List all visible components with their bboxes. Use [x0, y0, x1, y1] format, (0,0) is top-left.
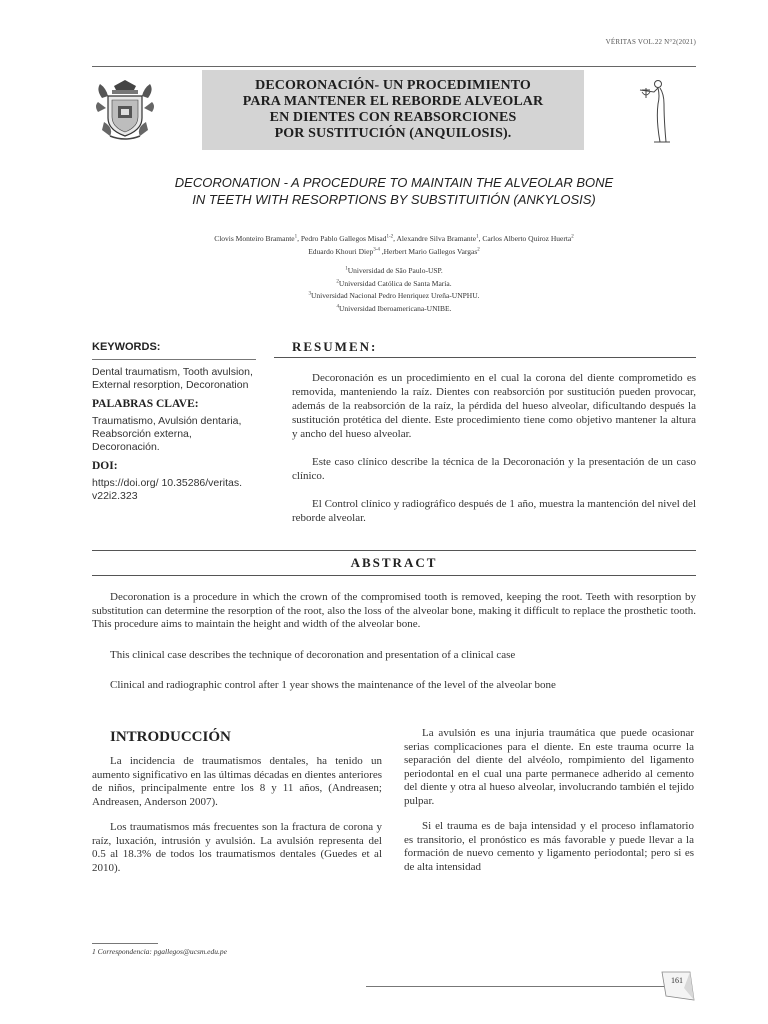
author-name: Carlos Alberto Quiroz Huerta — [482, 234, 572, 243]
author-list — [92, 232, 696, 258]
affiliation-list — [92, 265, 696, 315]
author-name: Eduardo Khouri Diep — [308, 247, 374, 256]
body-paragraph: Los traumatismos más frecuentes son la fractura de corona y raíz, luxación, intrusión y avulsión. La avulsión representa del 0.5 al 18.3% de todos los traumatismos dentales (Guedes et al 2010). — [92, 821, 382, 874]
footnote-rule — [92, 943, 158, 944]
author-name: Pedro Pablo Gallegos Misad — [300, 234, 387, 243]
author-line-2: Eduardo Khouri Diep$^{3-4}$ ,Herbert Mario Gallegos Vargas$^2$ — [308, 247, 480, 256]
article-title-english: DECORONATION - A PROCEDURE TO MAINTAIN THE ALVEOLAR BONE IN TEETH WITH RESORPTIONS BY SUBSTITUITIÓN (ANKYLOSIS) — [174, 175, 614, 207]
doi-heading: DOI: — [92, 460, 118, 472]
sidebar — [92, 366, 262, 503]
resumen-paragraph: Decoronación es un procedimiento en el cual la corona del diente comprometido es removida, manteniendo la raíz. Dientes con reabsorción por sustitución pueden provocar, además de la reabsorción de la raíz, la pérdida del hueso alveolar, dificultando después la sustitución protética del diente. Este procedimiento tiene como objetivo mantener la altura y ancho del hueso alveolar. — [292, 372, 696, 440]
author-line-1: Clovis Monteiro Bramante$^1$, Pedro Pablo Gallegos Misad$^{1-2}$, Alexandre Silva Bramante$^1$, Carlos Alberto Quiroz Huerta$^2$ — [214, 234, 574, 243]
affiliation: $^1$Universidad de São Paulo-USP. — [345, 266, 443, 275]
affiliation: $^3$Universidad Nacional Pedro Henriquez Ureña-UNPHU. — [308, 291, 480, 300]
abstract-paragraph: Decoronation is a procedure in which the crown of the compromised tooth is removed, keeping the root. Teeth with resorption by substitution can determine the resorption of the root, also the loss of the alveolar bone, making it difficult to replace the prosthetic tooth. This procedure aims to maintain the height and width of the alveolar bone. — [92, 591, 696, 630]
page-number-badge — [660, 966, 696, 1002]
resumen-body — [292, 371, 696, 539]
abstract-heading: ABSTRACT — [350, 555, 438, 570]
doi-link[interactable]: https://doi.org/ 10.35286/veritas. v22i2.323 — [92, 477, 243, 502]
abstract-rule-top — [92, 550, 696, 551]
abstract-rule-bottom — [92, 575, 696, 576]
keywords-rule — [92, 359, 256, 360]
author-name: Herbert Mario Gallegos Vargas — [383, 247, 478, 256]
affiliation: $^4$Universidad Iberoamericana-UNIBE. — [336, 303, 452, 313]
university-crest-logo — [94, 78, 156, 142]
abstract-paragraph: This clinical case describes the technique of decoronation and presentation of a clinical case — [110, 648, 516, 661]
footnote: 1 Correspondencia: pgallegos@ucsm.edu.pe — [92, 947, 227, 956]
statue-figure-logo — [636, 76, 678, 146]
resumen-paragraph: El Control clínico y radiográfico después de 1 año, muestra la mantención del nivel del reborde alveolar. — [292, 498, 696, 524]
affiliation: $^2$Universidad Católica de Santa María. — [336, 278, 452, 288]
header-rule — [92, 66, 696, 67]
author-name: Alexandre Silva Bramante — [396, 234, 477, 243]
keywords-text: Dental traumatism, Tooth avulsion, External resorption, Decoronation — [92, 366, 253, 391]
body-column-right — [404, 727, 694, 886]
title-box — [202, 70, 584, 150]
page-number: 161 — [671, 976, 683, 985]
footer-rule — [366, 986, 678, 987]
palabras-clave-text: Traumatismo, Avulsión dentaria, Reabsorción externa, Decoronación. — [92, 415, 242, 453]
abstract-body — [92, 591, 696, 710]
resumen-paragraph: Este caso clínico describe la técnica de la Decoronación y la presentación de un caso clínico. — [292, 456, 696, 482]
abstract-paragraph: Clinical and radiographic control after 1 year shows the maintenance of the level of the alveolar bone — [110, 679, 556, 691]
body-paragraph: La avulsión es una injuria traumática que puede ocasionar serias complicaciones para el diente. En este trauma ocurre la separación del diente del alvéolo, rompimiento del ligamento periodontal en el cual una parte permanece adherido al cemento del diente y otra al hueso alveolar, involucrando también el tejido pulpar. — [404, 727, 694, 807]
body-column-left — [92, 727, 382, 887]
article-title-spanish: DECORONACIÓN- UN PROCEDIMIENTO PARA MANTENER EL REBORDE ALVEOLAR EN DIENTES CON REABSORCIONES POR SUSTITUCIÓN (ANQUILOSIS). — [242, 78, 544, 141]
palabras-clave-heading: PALABRAS CLAVE: — [92, 398, 199, 410]
keywords-heading: KEYWORDS: — [92, 341, 161, 353]
introduccion-heading: INTRODUCCIÓN — [110, 729, 231, 745]
running-head: VÉRITAS VOL.22 N°2(2021) — [605, 38, 696, 46]
resumen-heading: RESUMEN: — [292, 339, 378, 354]
resumen-rule — [274, 357, 696, 358]
body-paragraph: Si el trauma es de baja intensidad y el proceso inflamatorio es transitorio, el pronóstico es más favorable y puede llevar a la formación de nuevo cemento y ligamento periodontal; pero si es de alta intensidad — [404, 820, 694, 873]
author-name: Clovis Monteiro Bramante — [214, 234, 295, 243]
body-paragraph: La incidencia de traumatismos dentales, ha tenido un aumento significativo en las últimas décadas en dientes anteriores de niños, principalmente entre los 8 y 11 años, (Andreasen; Andreasen, Anderson 2007). — [92, 755, 382, 808]
